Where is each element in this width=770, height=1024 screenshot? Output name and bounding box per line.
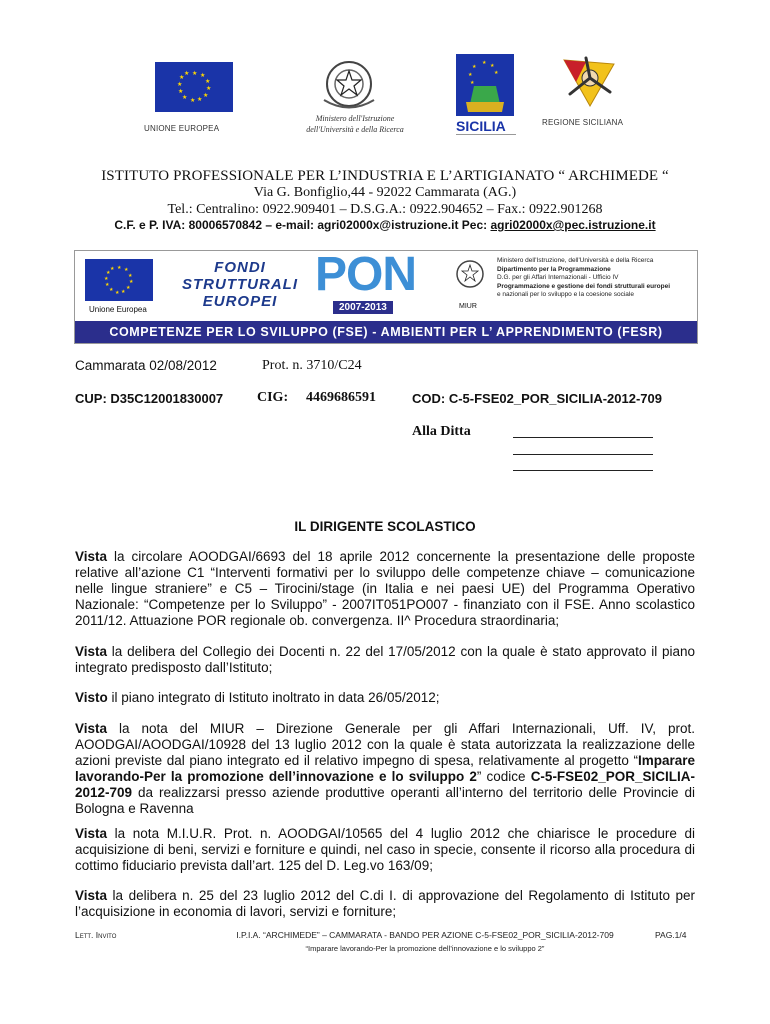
cig-label: CIG: <box>257 390 289 405</box>
svg-text:★: ★ <box>129 279 134 285</box>
svg-text:★: ★ <box>105 282 110 288</box>
sicilia-subtext <box>456 134 516 143</box>
ministry-line5: e nazionali per lo sviluppo e la coesione sociale <box>497 291 634 298</box>
fondi-line1: FONDI <box>214 259 266 276</box>
svg-text:★: ★ <box>192 70 198 77</box>
place-date: Cammarata 02/08/2012 <box>75 358 217 373</box>
paragraph-3 <box>75 690 695 706</box>
svg-text:★: ★ <box>470 80 475 86</box>
institute-phones: Tel.: Centralino: 0922.909401 – D.S.G.A.: 0922.904652 – Fax.: 0922.901268 <box>167 202 603 217</box>
pon-years: 2007-2013 <box>333 301 393 314</box>
italian-republic-emblem <box>312 55 386 113</box>
svg-text:★: ★ <box>206 85 212 92</box>
ministry-line2: Dipartimento per la Programmazione <box>497 265 611 273</box>
paragraph-1 <box>75 549 695 629</box>
recipient-line-2 <box>513 454 653 455</box>
svg-text:★: ★ <box>200 72 206 79</box>
paragraph-1-lead: Vista <box>75 549 108 564</box>
footer-center-subtitle: “Imparare lavorando-Per la promozione dell’innovazione e lo sviluppo 2” <box>305 944 545 953</box>
svg-text:★: ★ <box>472 64 477 70</box>
paragraph-6 <box>75 888 695 920</box>
svg-text:★: ★ <box>104 276 109 282</box>
paragraph-6-text: la delibera n. 25 del 23 luglio 2012 del C.di I. di approvazione del Regolamento di Istituto per l’acquisizione in economia di lavori, servizi e forniture; <box>75 888 695 919</box>
miur-label: MIUR <box>459 303 477 310</box>
paragraph-5-text: la nota M.I.U.R. Prot. n. AOODGAI/10565 del 4 luglio 2012 che chiarisce le procedure di acquisizione di beni, servizi e forniture e quindi, nel caso in specie, consente il ricorso alla procedura di cottimo fiduciario prevista dall’art. 125 del D. Leg.vo 163/09; <box>75 826 695 873</box>
page-number: PAG.1/4 <box>655 930 687 940</box>
svg-text:★: ★ <box>110 266 115 272</box>
ministry-line1: Ministero dell'Istruzione, dell'Università e della Ricerca <box>497 257 654 264</box>
institute-cf: C.F. e P. IVA: 80006570842 – e-mail: agri02000x@istruzione.it Pec: <box>114 218 491 232</box>
sicilia-label: SICILIA <box>456 118 506 134</box>
miur-emblem <box>455 259 485 289</box>
svg-text:★: ★ <box>482 60 487 66</box>
regione-label: REGIONE SICILIANA <box>542 118 624 127</box>
project-code: C-5-FSE02_POR_SICILIA-2012-709 <box>75 769 695 800</box>
banner-eu-flag <box>85 259 153 301</box>
ministry-line3: D.G. per gli Affari Internazionali - Ufficio IV <box>497 274 619 281</box>
pon-banner <box>74 250 698 344</box>
ministero-label <box>300 113 410 135</box>
recipient-line-1 <box>513 437 653 438</box>
eu-label: UNIONE EUROPEA <box>144 124 220 133</box>
ministero-line1: Ministero dell'Istruzione <box>315 114 395 123</box>
ministry-block <box>497 257 692 300</box>
svg-text:★: ★ <box>106 270 111 276</box>
paragraph-5-lead: Vista <box>75 826 108 841</box>
paragraph-6-lead: Vista <box>75 888 108 903</box>
paragraph-1-text: la circolare AOODGAI/6693 del 18 aprile 2012 concernente la presentazione delle proposte relative all’azione C1 “Interventi formativi per lo sviluppo delle competenze chiave – comunicazione nelle lingue straniere” e C5 – Tirocini/stage (in Italia e nei paesi UE) del Programma Operativo Nazionale: “Competenze per lo Sviluppo” - 2007IT051PO007 - finanziato con il FSE. Anno scolastico 2011/12. Attuazione POR regionale ob. convergenza. II^ Procedura straordinaria; <box>75 549 695 628</box>
paragraph-3-lead: Visto <box>75 690 108 705</box>
svg-text:★: ★ <box>197 96 203 103</box>
project-title: Imparare lavorando-Per la promozione dell’innovazione e lo sviluppo 2 <box>75 753 695 784</box>
svg-text:★: ★ <box>494 70 499 76</box>
paragraph-2-lead: Vista <box>75 644 108 659</box>
paragraph-2 <box>75 644 695 676</box>
svg-text:★: ★ <box>190 97 196 104</box>
cup-code: CUP: D35C12001830007 <box>75 391 224 406</box>
svg-text:★: ★ <box>115 290 120 296</box>
svg-text:★: ★ <box>128 273 133 279</box>
pon-logo: PON <box>315 248 417 301</box>
paragraph-2-text: la delibera del Collegio dei Docenti n. 22 del 17/05/2012 con la quale è stato approvato il piano integrato predisposto dall’Istituto; <box>75 644 695 675</box>
svg-text:★: ★ <box>205 78 211 85</box>
pec-link[interactable]: agri02000x@pec.istruzione.it <box>490 218 656 232</box>
cig-value: 4469686591 <box>306 390 376 405</box>
svg-text:★: ★ <box>184 70 190 77</box>
svg-text:★: ★ <box>490 63 495 69</box>
paragraph-4-text-a: la nota del MIUR – Direzione Generale per gli Affari Internazionali, Uff. IV, prot. AOODGAI/AOODGAI/10928 del 13 luglio 2012 con la quale è stata autorizzata la realizzazione delle azioni previste dal piano integrato ed il relativo impegno di spesa, relativamente al progetto “ <box>75 721 695 768</box>
svg-text:★: ★ <box>179 74 185 81</box>
svg-text:★: ★ <box>177 81 183 88</box>
trinacria-logo <box>556 54 620 110</box>
paragraph-4-text-c: da realizzarsi presso aziende produttive operanti all’interno del territorio delle Provincie di Bologna e Ravenna <box>75 785 695 816</box>
eu-flag-logo <box>155 62 233 112</box>
paragraph-3-text: il piano integrato di Istituto inoltrato in data 26/05/2012; <box>107 690 440 705</box>
svg-text:★: ★ <box>203 92 209 99</box>
protocol-number: Prot. n. 3710/C24 <box>262 358 362 373</box>
paragraph-4-lead: Vista <box>75 721 108 736</box>
recipient-line-3 <box>513 470 653 471</box>
svg-text:★: ★ <box>124 267 129 273</box>
svg-text:★: ★ <box>182 94 188 101</box>
footer-center: I.P.I.A. “ARCHIMEDE” – CAMMARATA - BANDO PER AZIONE C-5-FSE02_POR_SICILIA-2012-709 <box>236 930 614 940</box>
svg-text:★: ★ <box>468 72 473 78</box>
banner-eu-label: Unione Europea <box>89 305 147 314</box>
svg-text:★: ★ <box>117 265 122 271</box>
svg-text:★: ★ <box>178 88 184 95</box>
fondi-line3: EUROPEI <box>202 293 278 310</box>
section-heading: IL DIRIGENTE SCOLASTICO <box>294 519 476 534</box>
ministero-line2: dell'Università e della Ricerca <box>306 125 404 134</box>
institute-cf-line <box>0 218 770 232</box>
recipient-label: Alla Ditta <box>412 424 471 439</box>
svg-text:★: ★ <box>109 287 114 293</box>
svg-text:★: ★ <box>126 285 131 291</box>
institute-title: ISTITUTO PROFESSIONALE PER L’INDUSTRIA E L’ARTIGIANATO “ ARCHIMEDE “ <box>101 168 669 184</box>
institute-address: Via G. Bonfiglio,44 - 92022 Cammarata (AG.) <box>253 185 517 200</box>
paragraph-4-text-b: ” codice <box>476 769 531 784</box>
svg-text:★: ★ <box>121 289 126 295</box>
fondi-line2: STRUTTURALI <box>182 276 298 293</box>
paragraph-5 <box>75 826 695 874</box>
ministry-line4: Programmazione e gestione dei fondi strutturali europei <box>497 282 670 290</box>
paragraph-4 <box>75 721 695 817</box>
cod-code: COD: C-5-FSE02_POR_SICILIA-2012-709 <box>412 391 662 406</box>
fondi-logo <box>180 259 300 310</box>
footer-left: Lett. Invito <box>75 930 117 940</box>
banner-strip: COMPETENZE PER LO SVILUPPO (FSE) - AMBIENTI PER L’ APPRENDIMENTO (FESR) <box>75 321 697 343</box>
